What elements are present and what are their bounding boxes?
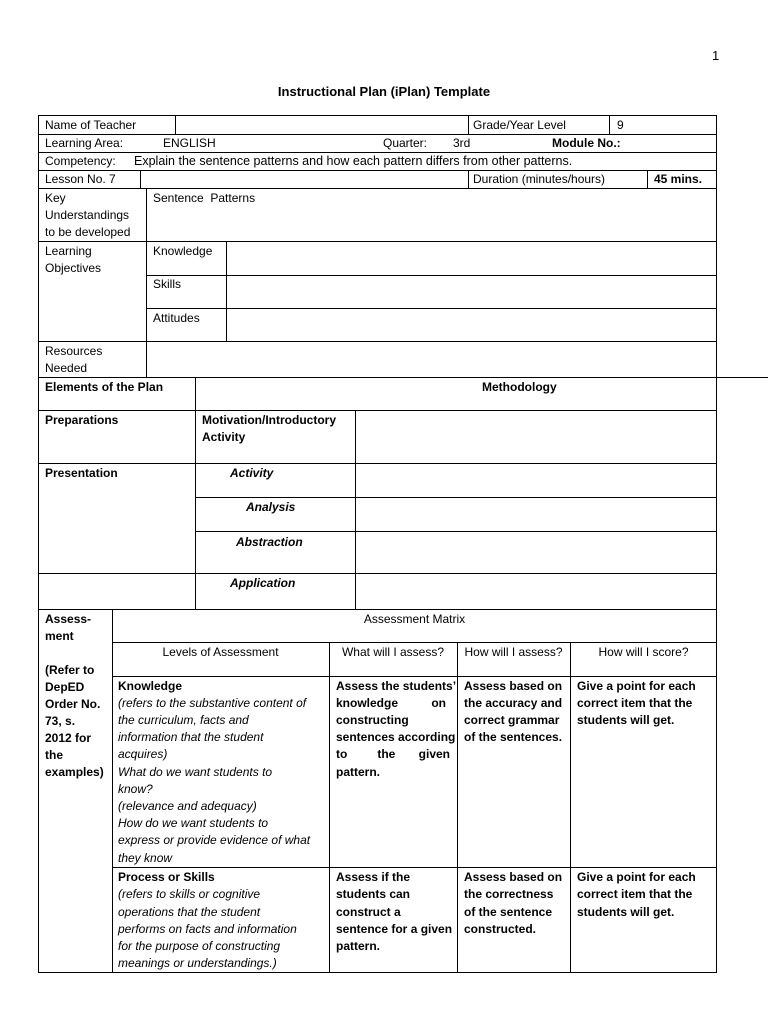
assessment-label-2: ment (45, 629, 74, 643)
key-understandings-label-2: Understandings (45, 208, 130, 222)
process-skills-what-line: pattern. (336, 939, 381, 953)
knowledge-how-line: the accuracy and (464, 696, 563, 710)
motivation-label-1: Motivation/Introductory (202, 413, 336, 427)
process-skills-how-line: Assess based on (464, 870, 563, 884)
knowledge-level-line: (relevance and adequacy) (118, 799, 257, 813)
knowledge-what-line: sentences according (336, 730, 456, 744)
duration-value: 45 mins. (654, 172, 703, 186)
grade-level-value: 9 (617, 118, 624, 132)
knowledge-how-line: of the sentences. (464, 730, 563, 744)
objective-knowledge-label: Knowledge (153, 244, 213, 258)
process-skills-level-line: operations that the student (118, 905, 261, 919)
key-understandings-label-1: Key (45, 191, 66, 205)
process-skills-level-line: for the purpose of constructing (118, 939, 281, 953)
competency-value: Explain the sentence patterns and how each pattern differs from other patterns. (134, 154, 573, 168)
lesson-no-label: Lesson No. 7 (45, 172, 116, 186)
assessment-label-1: Assess- (45, 612, 92, 626)
abstraction-label: Abstraction (236, 535, 303, 549)
process-skills-score-line: correct item that the (577, 887, 693, 901)
process-skills-what-line: Assess if the (336, 870, 411, 884)
knowledge-what-line: to the given (336, 747, 451, 761)
knowledge-how-line: correct grammar (464, 713, 560, 727)
page-title: Instructional Plan (iPlan) Template (277, 84, 491, 99)
assessment-label-4: (Refer to (45, 663, 95, 677)
quarter-label: Quarter: (383, 136, 428, 150)
name-of-teacher-label: Name of Teacher (45, 118, 137, 132)
grade-level-label: Grade/Year Level (473, 118, 566, 132)
elements-of-plan-header: Elements of the Plan (45, 380, 164, 394)
learning-area-label: Learning Area: (45, 136, 124, 150)
assessment-label-7: 73, s. (45, 714, 76, 728)
knowledge-score-line: correct item that the (577, 696, 693, 710)
knowledge-level-line: How do we want students to (118, 816, 269, 830)
page-number: 1 (712, 48, 720, 63)
knowledge-score-line: Give a point for each (577, 679, 696, 693)
knowledge-what-line: constructing (336, 713, 409, 727)
process-skills-how-line: constructed. (464, 922, 537, 936)
analysis-label: Analysis (246, 500, 296, 514)
objective-attitudes-label: Attitudes (153, 311, 200, 325)
application-label: Application (230, 576, 296, 590)
knowledge-what-line: knowledge on (336, 696, 447, 710)
preparations-label: Preparations (45, 413, 119, 427)
knowledge-level-line: the curriculum, facts and (118, 713, 249, 727)
resources-label-1: Resources (45, 344, 103, 358)
process-skills-how-line: of the sentence (464, 905, 553, 919)
learning-area-value: ENGLISH (163, 136, 216, 150)
assessment-label-6: Order No. (45, 697, 101, 711)
process-skills-what-line: students can (336, 887, 411, 901)
key-understandings-label-3: to be developed (45, 225, 131, 239)
knowledge-level-line: What do we want students to (118, 765, 273, 779)
knowledge-what-line: pattern. (336, 765, 381, 779)
process-skills-what-line: sentence for a given (336, 922, 453, 936)
knowledge-level-title: Knowledge (118, 679, 183, 693)
knowledge-level-line: know? (118, 782, 153, 796)
process-skills-level-line: performs on facts and information (118, 922, 297, 936)
process-skills-score-line: Give a point for each (577, 870, 696, 884)
process-skills-level-line: meanings or understandings.) (118, 956, 277, 970)
duration-label: Duration (minutes/hours) (473, 172, 606, 186)
knowledge-level-line: express or provide evidence of what (118, 833, 311, 847)
presentation-label: Presentation (45, 466, 118, 480)
resources-label-2: Needed (45, 361, 88, 375)
assessment-matrix-title: Assessment Matrix (363, 612, 466, 626)
learning-objectives-label-1: Learning (45, 244, 92, 258)
assessment-label-8: 2012 for (45, 731, 92, 745)
process-skills-score-line: students will get. (577, 905, 675, 919)
knowledge-level-line: acquires) (118, 747, 168, 761)
knowledge-level-line: information that the student (118, 730, 264, 744)
competency-label: Competency: (45, 154, 116, 168)
process-skills-level-line: (refers to skills or cognitive (118, 887, 261, 901)
process-skills-level-title: Process or Skills (118, 870, 215, 884)
quarter-value: 3rd (453, 136, 471, 150)
assessment-label-9: the (45, 748, 63, 762)
column-how-will-i-score: How will I score? (598, 645, 689, 659)
learning-objectives-label-2: Objectives (45, 261, 102, 275)
process-skills-how-line: the correctness (464, 887, 554, 901)
objective-skills-label: Skills (153, 277, 182, 291)
column-levels-of-assessment: Levels of Assessment (162, 645, 279, 659)
knowledge-how-line: Assess based on (464, 679, 563, 693)
module-no-label: Module No.: (552, 136, 621, 150)
column-what-will-i-assess: What will I assess? (341, 645, 445, 659)
process-skills-what-line: construct a (336, 905, 401, 919)
motivation-label-2: Activity (202, 430, 246, 444)
knowledge-score-line: students will get. (577, 713, 675, 727)
knowledge-level-line: (refers to the substantive content of (118, 696, 307, 710)
methodology-header: Methodology (482, 380, 557, 394)
name-of-teacher-field[interactable] (180, 117, 464, 133)
activity-label: Activity (230, 466, 274, 480)
assessment-label-5: DepED (45, 680, 85, 694)
knowledge-level-line: they know (118, 851, 173, 865)
knowledge-what-line: Assess the students’ (336, 679, 457, 693)
assessment-label-10: examples) (45, 765, 104, 779)
column-how-will-i-assess: How will I assess? (464, 645, 563, 659)
key-understandings-value: Sentence Patterns (153, 191, 256, 205)
